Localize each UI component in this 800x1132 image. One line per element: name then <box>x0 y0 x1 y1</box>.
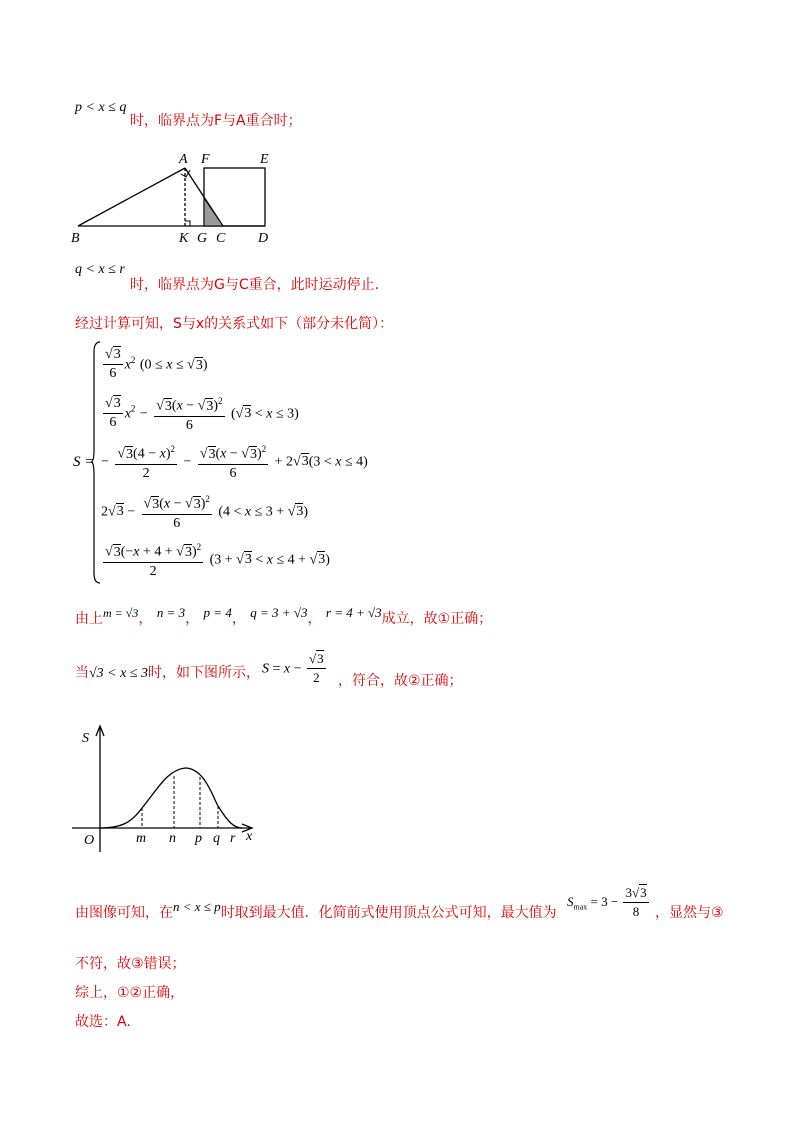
math-p: p = 4 <box>203 605 232 620</box>
text-line-7: 不符，故③错误； <box>75 956 186 972</box>
label-p: p <box>195 831 202 846</box>
label-S: S <box>82 731 89 746</box>
graph-S-x <box>62 720 272 860</box>
condition-p-q <box>75 96 126 116</box>
label-G: G <box>197 231 208 246</box>
line5-mid: 时，如下图所示， <box>148 665 261 681</box>
piecewise-lhs: S = <box>73 454 95 470</box>
text-line-5 <box>75 662 260 682</box>
line5-prefix: 当 <box>75 665 89 681</box>
piecewise-function <box>73 340 393 585</box>
text-line-3: 经过计算可知，S与x的关系式如下（部分未化简）： <box>75 316 394 332</box>
label-A: A <box>179 152 188 167</box>
line6-suffix: ，显然与③ <box>655 905 724 921</box>
math-cond-6: n < x ≤ p <box>173 899 221 914</box>
label-D: D <box>258 231 269 246</box>
sep-3: ， <box>231 611 246 627</box>
shaded-region <box>204 198 223 226</box>
condition-q-r <box>75 258 125 278</box>
line6-prefix: 由图像可知，在 <box>75 905 173 921</box>
label-K: K <box>179 231 189 246</box>
case-5: $\frac{√3(-x + 4 + √3)^2}{2}$ (3 + √3 < x ≤ 4 + √3) <box>101 538 330 581</box>
case-3: − $\frac{√3(4 - x)^2}{2}$ − $\frac{√3(x - √3)^2}{6}$ + 2√3(3 < x ≤ 4) <box>101 440 368 483</box>
label-n: n <box>169 831 176 846</box>
label-E: E <box>260 152 269 167</box>
label-x: x <box>246 829 253 844</box>
text-line-2: 时，临界点为G与C重合，此时运动停止. <box>130 277 380 293</box>
text-line-6 <box>75 899 557 922</box>
math-n: n = 3 <box>156 605 186 620</box>
text-line-4 <box>75 605 493 628</box>
text-line-8: 综上，①②正确， <box>75 985 185 1001</box>
curve-S <box>100 768 242 828</box>
label-q: q <box>213 831 220 846</box>
math-p-x-q: p < x ≤ q <box>75 100 127 115</box>
sep-4: ， <box>307 611 322 627</box>
text-line-1: 时，临界点为F与A重合时； <box>130 113 302 129</box>
label-r: r <box>230 831 236 846</box>
label-C: C <box>216 231 226 246</box>
label-B: B <box>71 231 80 246</box>
label-F: F <box>201 152 210 167</box>
segment-BA <box>78 168 185 226</box>
line5-suffix: ，符合，故②正确； <box>338 673 463 689</box>
line4-prefix: 由上 <box>75 611 103 627</box>
math-cond-5: √3 < x ≤ 3 <box>89 666 149 681</box>
label-m: m <box>136 831 147 846</box>
math-q-x-r: q < x ≤ r <box>75 262 125 277</box>
formula-Smax: $S_{max} = 3$ − $\frac{3√3}{8}$ <box>567 885 647 919</box>
label-O: O <box>84 833 95 848</box>
line4-suffix: 成立，故①正确； <box>381 611 493 627</box>
case-1: $\frac{√3}{6}$ $x^2$ (0 ≤ x ≤ √3) <box>105 347 208 381</box>
math-r: r = 4 + √3 <box>325 605 382 620</box>
formula-S-5: S = x − $\frac{√3}{2}$ <box>262 651 324 685</box>
text-line-9: 故选：A. <box>75 1014 131 1030</box>
line6-mid: 时取到最大值．化简前式使用顶点公式可知，最大值为 <box>220 905 557 921</box>
math-m: m = √3 <box>103 606 139 620</box>
geometry-figure-1 <box>65 148 295 248</box>
left-brace <box>91 340 101 585</box>
case-4: 2√3 − $\frac{√3(x - √3)^2}{6}$ (4 < x ≤ 3 + √3) <box>101 490 308 533</box>
math-q: q = 3 + √3 <box>250 605 308 620</box>
case-2: $\frac{√3}{6}$ $x^2$ − $\frac{√3(x - √3)^2}{6}$ (√3 < x ≤ 3) <box>101 392 299 435</box>
sep-1: ， <box>138 611 153 627</box>
right-angle-K <box>185 221 190 226</box>
sep-2: ， <box>185 611 200 627</box>
